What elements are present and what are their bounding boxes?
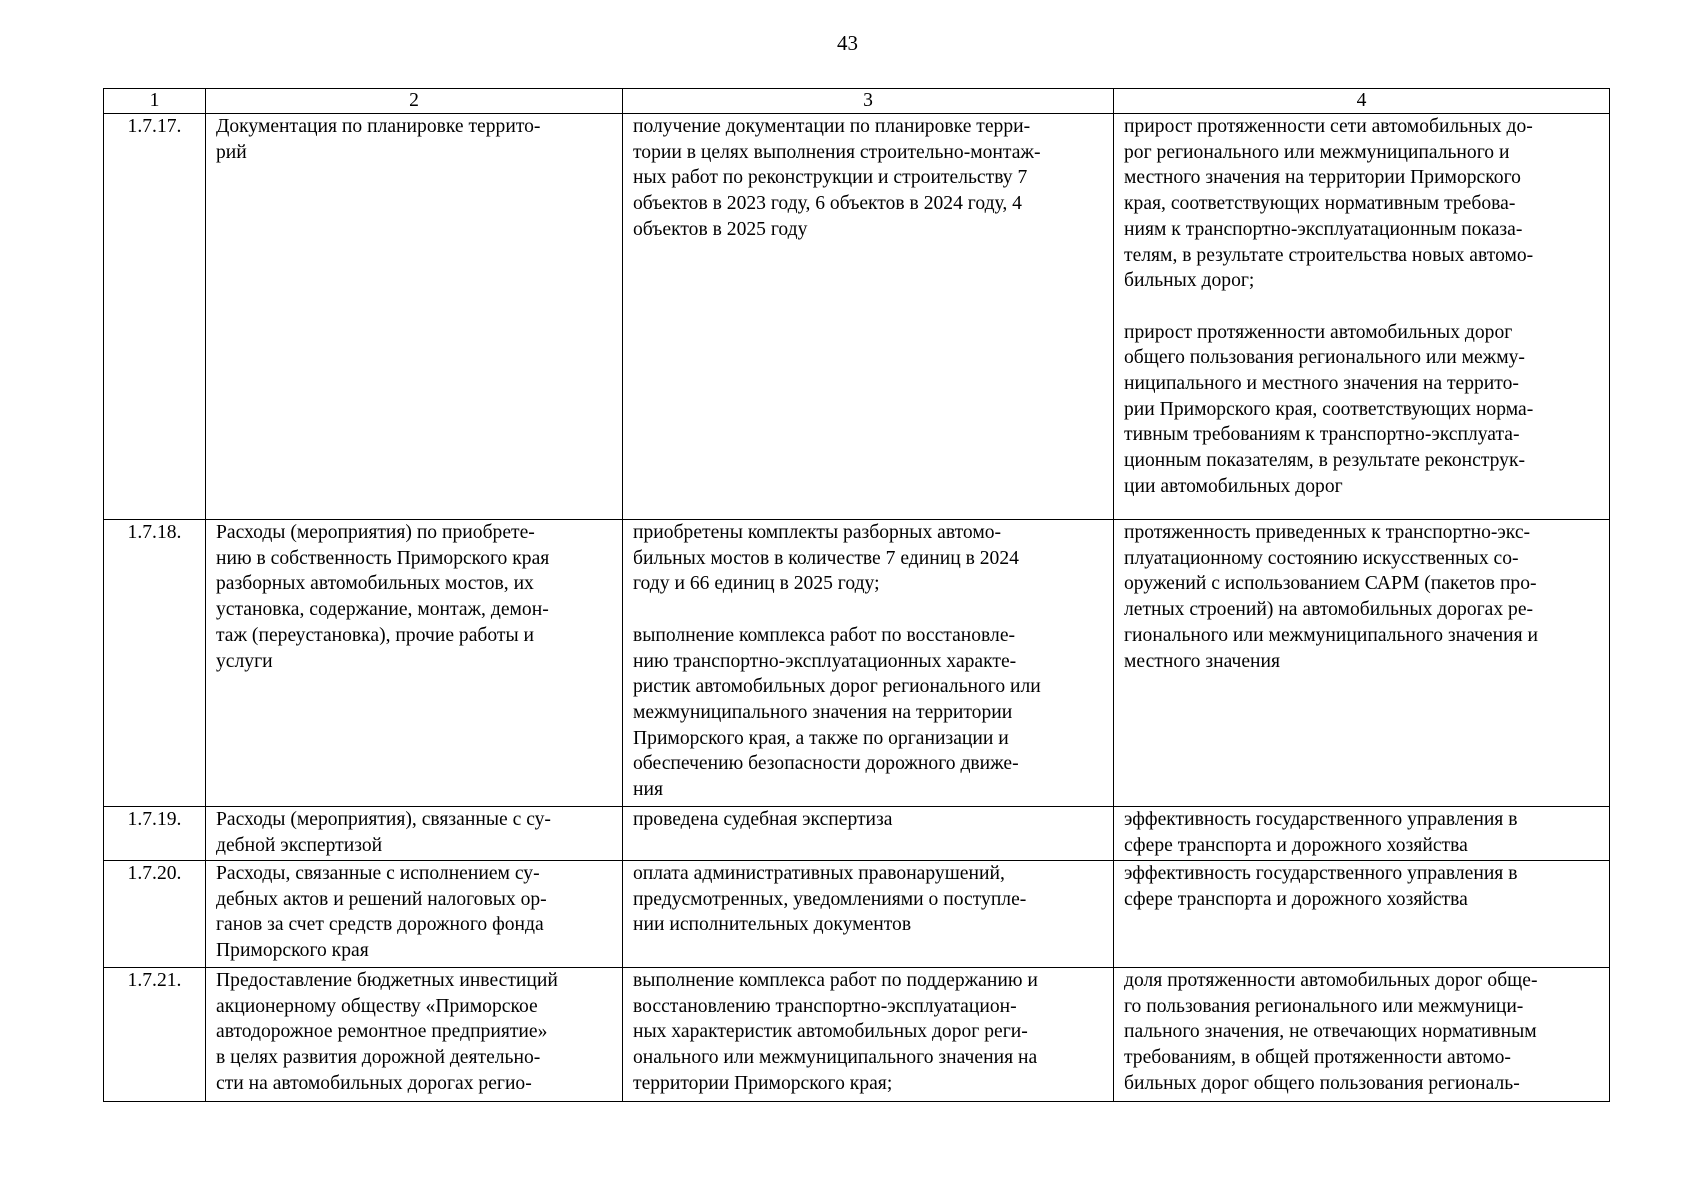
table-row xyxy=(104,861,1610,968)
expected-result-cell: получение документации по планировке терри- тории в целях выполнения строительно-монтаж- ных работ по реконструкции и строительству 7 объектов в 2023 году, 6 объектов в 2024 году, 4 объектов в 2025 году xyxy=(623,114,1114,520)
indicator-cell: эффективность государственного управления в сфере транспорта и дорожного хозяйства xyxy=(1114,861,1610,968)
expected-result-cell: выполнение комплекса работ по поддержанию и восстановлению транспортно-эксплуатацион- ных характеристик автомобильных дорог реги- онального или межмуниципального значения на территории Приморского края; xyxy=(623,968,1114,1102)
activity-name-cell: Расходы (мероприятия) по приобрете- нию в собственность Приморского края разборных автомобильных мостов, их установка, содержание, монтаж, демон- таж (переустановка), прочие работы и услуги xyxy=(206,520,623,807)
page-number: 43 xyxy=(837,31,858,55)
program-table xyxy=(103,88,1610,1102)
table-row xyxy=(104,520,1610,807)
indicator-cell: протяженность приведенных к транспортно-экс- плуатационному состоянию искусственных со- оружений с использованием САРМ (пакетов про- летных строений) на автомобильных дорогах ре- гионального или межмуниципального значения и местного значения xyxy=(1114,520,1610,807)
expected-result-cell: приобретены комплекты разборных автомо- бильных мостов в количестве 7 единиц в 2024 году и 66 единиц в 2025 году; выполнение комплекса работ по восстановле- нию транспортно-эксплуатационных характе- ристик автомобильных дорог регионального или межмуниципального значения на территории Приморского края, а также по организации и обеспечению безопасности дорожного движе- ния xyxy=(623,520,1114,807)
row-number: 1.7.19. xyxy=(104,807,206,861)
table-row xyxy=(104,968,1610,1102)
indicator-cell: доля протяженности автомобильных дорог обще- го пользования регионального или межмуници- пального значения, не отвечающих нормативным требованиям, в общей протяженности автомо- бильных дорог общего пользования региональ- xyxy=(1114,968,1610,1102)
row-number: 1.7.17. xyxy=(104,114,206,520)
table-row xyxy=(104,114,1610,520)
column-number-4: 4 xyxy=(1114,89,1610,114)
expected-result-cell: проведена судебная экспертиза xyxy=(623,807,1114,861)
activity-name-cell: Расходы (мероприятия), связанные с су- дебной экспертизой xyxy=(206,807,623,861)
table-header-row xyxy=(104,89,1610,114)
expected-result-cell: оплата административных правонарушений, предусмотренных, уведомлениями о поступле- нии исполнительных документов xyxy=(623,861,1114,968)
indicator-cell: прирост протяженности сети автомобильных до- рог регионального или межмуниципального и местного значения на территории Приморского края, соответствующих нормативным требова- ниям к транспортно-эксплуатационным показа- телям, в результате строительства новых автомо- бильных дорог; прирост протяженности автомобильных дорог общего пользования регионального или межму- ниципального и местного значения на террито- рии Приморского края, соответствующих норма- тивным требованиям к транспортно-эксплуата- ционным показателям, в результате реконструк- ции автомобильных дорог xyxy=(1114,114,1610,520)
indicator-cell: эффективность государственного управления в сфере транспорта и дорожного хозяйства xyxy=(1114,807,1610,861)
row-number: 1.7.21. xyxy=(104,968,206,1102)
activity-name-cell: Предоставление бюджетных инвестиций акционерному обществу «Приморское автодорожное ремонтное предприятие» в целях развития дорожной деятельно- сти на автомобильных дорогах регио- xyxy=(206,968,623,1102)
column-number-2: 2 xyxy=(206,89,623,114)
activity-name-cell: Расходы, связанные с исполнением су- дебных актов и решений налоговых ор- ганов за счет средств дорожного фонда Приморского края xyxy=(206,861,623,968)
row-number: 1.7.20. xyxy=(104,861,206,968)
row-number: 1.7.18. xyxy=(104,520,206,807)
activity-name-cell: Документация по планировке террито- рий xyxy=(206,114,623,520)
column-number-1: 1 xyxy=(104,89,206,114)
table-row xyxy=(104,807,1610,861)
column-number-3: 3 xyxy=(623,89,1114,114)
